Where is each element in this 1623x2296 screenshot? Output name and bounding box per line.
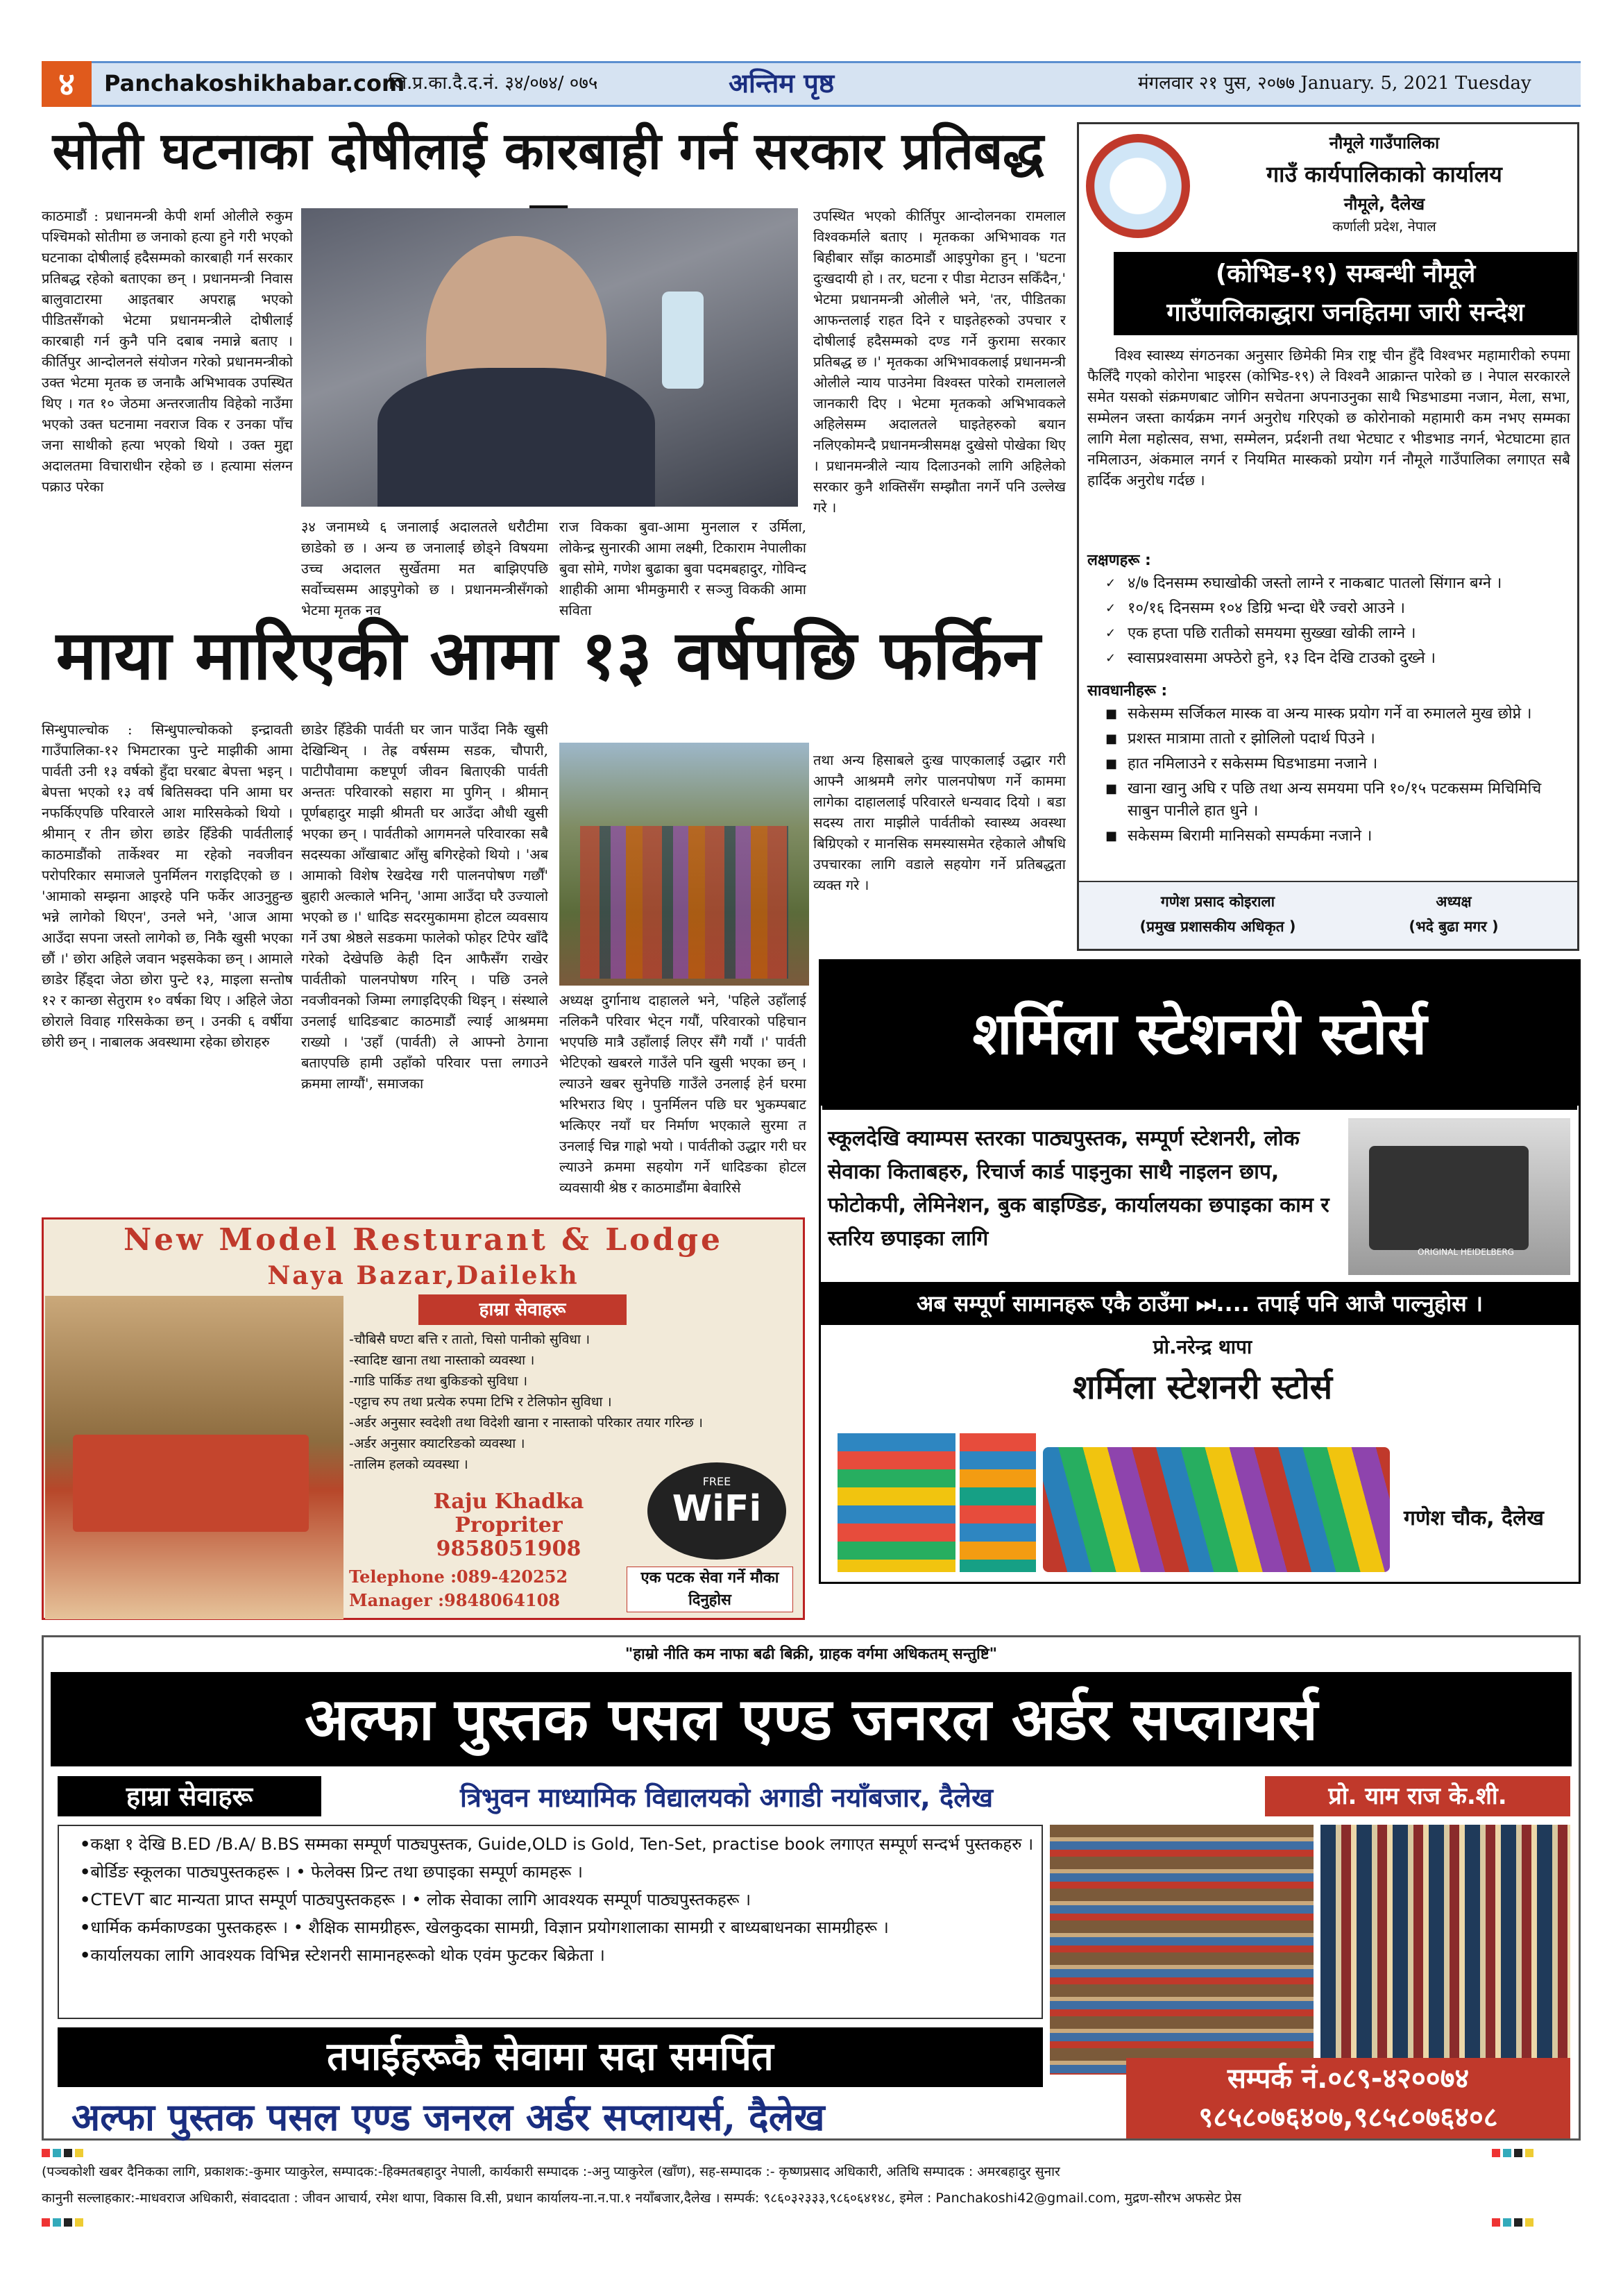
color-registration-marks — [1492, 2149, 1575, 2157]
precaution-item: ■ सकेसम्म सर्जिकल मास्क वा अन्य मास्क प्रयोग गर्ने वा रुमालले मुख छोप्ने । — [1128, 703, 1572, 725]
restaurant-service-item: -तालिम हलको व्यवस्था । — [349, 1457, 468, 1472]
restaurant-telephone: Telephone :089-420252 — [349, 1567, 568, 1587]
article1-col4: उपस्थित भएको कीर्तिपुर आन्दोलनका रामलाल विश्वकर्माले बताए । मृतकका अभिभावक गत बिहीबार साँझ काठमाडौं आइपुगेका हुन् । 'घटना दुःखदायी हो । तर, घटना र पीडा मेटाउन सकिँदैन,' भेटमा प्रधानमन्त्री ओलीले भने, 'तर, पीडितका आफन्तलाई राहत दिने र घाइतेहरुको उपचार र दोषीलाई हदैसम्मको दण्ड गर्ने कुरामा सरकार प्रतिबद्ध छ ।' मृतकका अभिभावकलाई प्रधानमन्त्री ओलीले न्याय पाउनेमा विश्वस्त पारेको रामलालले जानकारी दिए । भेटमा मृतकको अभिभावकले अहिलेसम्म अदालतले घाइतेहरुको बयान नलिएकोमन्दै प्रधानमन्त्रीसमक्ष दुखेसो पोखेका थिए । प्रधानमन्त्रीले न्याय दिलाउनको लागि अहिलेको सरकार कुनै शक्तिसँग सम्झौता नगर्ने पनि उल्लेख गरे । — [813, 208, 1066, 516]
printing-press-icon — [1369, 1146, 1529, 1250]
printer-label: ORIGINAL HEIDELBERG — [1418, 1247, 1514, 1257]
restaurant-contacts — [349, 1565, 568, 1612]
stationery-ad — [819, 959, 1581, 1584]
stationery-proprietor: प्रो.नरेन्द्र थापा — [1153, 1335, 1252, 1358]
divider — [822, 1106, 1577, 1110]
notice-org: नौमूले गाउँपालिका — [1329, 133, 1440, 153]
symptom-item: ✓ एक हप्ता पछि रातीको समयमा सुख्खा खोकी लाग्ने । — [1128, 623, 1572, 645]
stationery-title2: शर्मिला स्टेशनरी स्टोर्स — [1072, 1368, 1333, 1407]
stationery-slogan: अब सम्पूर्ण सामानहरू एकै ठाउँमा ⏭.... तपाई पनि आजै पाल्नुहोस । — [821, 1282, 1579, 1325]
section-title: अन्तिम पृष्ठ — [729, 68, 835, 99]
alpha-ad — [42, 1635, 1581, 2141]
alpha-title: अल्फा पुस्तक पसल एण्ड जनरल अर्डर सप्लायर्स — [51, 1672, 1572, 1766]
precautions-title: सावधानीहरू : — [1087, 682, 1168, 700]
symptom-item: ✓ ४/७ दिनसम्म रुघाखोकी जस्तो लाग्ने र नाकबाट पातलो सिंगान बग्ने । — [1128, 573, 1572, 595]
notice-office: गाउँ कार्यपालिकाको कार्यालय — [1266, 161, 1502, 187]
stationery-address: गणेश चौक, दैलेख — [1404, 1506, 1544, 1530]
site-name[interactable]: Panchakoshikhabar.com — [104, 70, 405, 96]
municipality-emblem-icon — [1086, 134, 1190, 238]
book-stack-icon — [960, 1433, 1036, 1572]
alpha-services-label: हाम्रा सेवाहरू — [58, 1776, 321, 1816]
family-group — [580, 826, 788, 979]
issue-date: मंगलवार २१ पुस, २०७७ January. 5, 2021 Tuesday — [1138, 73, 1531, 94]
article2-photo — [559, 743, 809, 986]
notice-signatures — [1079, 881, 1577, 949]
precaution-item: ■ हात नमिलाउने र सकेसम्म घिडभाडमा नजाने । — [1128, 753, 1572, 775]
alpha-service-item: • बोर्डिङ स्कूलका पाठ्यपुस्तकहरू । • फेलेक्स प्रिन्ट तथा छपाइका सम्पूर्ण कामहरू । — [80, 1858, 1042, 1886]
alpha-contact-box — [1126, 2058, 1570, 2138]
restaurant-service-item: -गाडि पार्किङ तथा बुकिङको सुविधा । — [349, 1374, 528, 1389]
article2-col1: सिन्धुपाल्चोक : सिन्धुपाल्चोकको इन्द्रावती गाउँपालिका-१२ भिमटारका पुन्टे माझीकी आमा पार्वती उनी १३ वर्षको हुँदा घरबाट बेपत्ता भइन् । बेपत्ता भएको १३ वर्ष बितिसक्दा पनि आमा घर नफर्किएपछि परिवारले आश मारिसकेको थियो । श्रीमान् र तीन छोरा छाडेर हिँडेकी पार्वतीलाई काठमाडौंको तार्केश्वर मा रहेको नवजीवन परोपरिकार समाजले पुनर्मिलन गराइदिएको छ । 'आमाको सम्झना आइरहे पनि फर्केर आउनुहुन्छ भन्ने लागेको थिएन', उनले भने, 'आज आमा आउँदा सपना जस्तो लागेको छ, निकै खुसी भएका छौं ।' छोरा अहिले जवान भइसकेका छन् । आमाले छाडेर हिँड्दा जेठा छोरा पुन्टे १३, माइला सन्तोष १२ र कान्छा सेतुराम १० वर्षका थिए । अहिले जेठा छोराले विवाह गरिसकेका छन् । उनकी ६ वर्षीया छोरी छन् । नाबालक अवस्थामा रहेका छोराहरु — [42, 721, 293, 1050]
covid-notice — [1077, 122, 1579, 951]
restaurant-location: Naya Bazar,Dailekh — [267, 1261, 579, 1290]
article2-col4: तथा अन्य हिसाबले दुःख पाएकालाई उद्धार गरी आफ्नै आश्रममै लगेर पालनपोषण गर्ने काममा लागेका दाहाललाई परिवारले धन्यवाद दियो । बडा सदस्य तारा माझीले पार्वतीको स्वास्थ्य अवस्था बिग्रिएको र मानसिक समस्यासमेत रहेकाले औषधि उपचारका लागि वडाले सहयोग गर्ने प्रतिबद्धता व्यक्त गरे । — [813, 752, 1066, 893]
color-registration-marks — [1492, 2218, 1575, 2227]
restaurant-cta: एक पटक सेवा गर्ने मौका दिनुहोस — [627, 1567, 793, 1612]
notice-address: नौमूले, दैलेख — [1343, 194, 1425, 214]
restaurant-service-item: -स्वादिष्ट खाना तथा नास्ताको व्यवस्था । — [349, 1353, 535, 1368]
signatory1-name: गणेश प्रसाद कोइराला — [1160, 893, 1275, 910]
precaution-item: ■ सकेसम्म बिरामी मानिसको सम्पर्कमा नजाने । — [1128, 825, 1572, 847]
precaution-item: ■ प्रशस्त मात्रामा तातो र झोलिलो पदार्थ पिउने । — [1128, 728, 1572, 750]
book-stack-icon — [838, 1433, 955, 1572]
person-body — [377, 368, 655, 507]
books-icon — [1043, 1447, 1390, 1572]
color-registration-marks — [42, 2149, 125, 2157]
restaurant-service-item: -अर्डर अनुसार क्याटरिङको व्यवस्था । — [349, 1436, 525, 1451]
article2-headline[interactable]: माया मारिएकी आमा १३ वर्षपछि फर्किन — [56, 616, 1041, 695]
notice-intro: विश्व स्वास्थ्य संगठनका अनुसार छिमेकी मित्र राष्ट्र चीन हुँदै विश्वभर महामारीको रुपमा फैलिँदै गएको कोरोना भाइरस (कोभिड-१९) ले विश्वनै आक्रान्त पारेको छ । नेपाल सरकारले समेत यसको संक्रमणबाट जोगिन सचेतना अपनाउनुका साथै भिडभाडमा नजान, मेला, सभा, सम्मेलन जस्ता कार्यक्रम नगर्न अनुरोध गरिएको छ कोरोनाको महामारी कम नभए सम्मका लागि मेला महोत्सव, सभा, सम्मेलन, प्रर्दशनी तथा भेटघाट र भीडभाड नगर्न, भेटघाटमा हात नमिलाउन, अंकमाल नगर्न र नियमित मास्कको प्रयोग गर्न नौमूले गाउँपालिका लगाएत सबै हार्दिक अनुरोध गर्दछ । — [1087, 347, 1570, 489]
alpha-tagline: तपाईहरूकै सेवामा सदा समर्पित — [58, 2027, 1043, 2087]
notice-title-line1: (कोभिड-१९) सम्बन्धी नौमूले — [1215, 260, 1476, 288]
notice-province: कर्णाली प्रदेश, नेपाल — [1332, 218, 1436, 235]
alpha-services-list — [59, 1830, 1042, 1969]
alpha-proprietor: प्रो. याम राज के.शी. — [1265, 1776, 1570, 1816]
alpha-service-item: • धार्मिक कर्मकाण्डका पुस्तकहरू । • शैक्षिक सामग्रीहरू, खेलकुदका सामग्री, विज्ञान प्रयोगशालाका सामग्री र बाध्यबाधनका सामग्रीहरू । — [80, 1914, 1042, 1941]
stationery-desc: स्कूलदेखि क्याम्पस स्तरका पाठ्यपुस्तक, सम्पूर्ण स्टेशनरी, लोक सेवाका किताबहरु, रिचार्ज कार्ड पाइनुका साथै नाइलन छाप, फोटोकपी, लेमिनेशन, बुक बाइण्डिङ, कार्यालयका छपाइका काम र स्तरिय छपाइका लागि — [828, 1126, 1329, 1251]
precautions-list — [1100, 703, 1572, 850]
alpha-footer-title: अल्फा पुस्तक पसल एण्ड जनरल अर्डर सप्लायर्स, दैलेख — [71, 2095, 825, 2139]
article1-col1: काठमाडौं : प्रधानमन्त्री केपी शर्मा ओलीले रुकुम पश्चिमको सोतीमा छ जनाको हत्या हुने गरी भएको घटनाका दोषीलाई हदैसम्मको कारबाही गर्न सरकार प्रतिबद्ध रहेको बताएका छन् । प्रधानमन्त्री निवास बालुवाटारमा आइतबार अपराह्न भएको पीडितसँगको भेटमा प्रधानमन्त्रीले दोषीलाई कारबाही गर्न कुनै पनि दबाब नमान्ने बताए । कीर्तिपुर आन्दोलनले संयोजन गरेको प्रधानमन्त्रीको उक्त भेटमा मृतक छ जनाकै अभिभावक उपस्थित थिए । गत १० जेठमा अन्तरजातीय विहेको नाउँमा भएको उक्त घटनामा नवराज विक र उनका पाँच जना साथीको हत्या भएको थियो । उक्त मुद्दा अदालतमा विचाराधीन रहेको छ । हत्यामा संलग्न पक्राउ परेका — [42, 208, 293, 495]
restaurant-services — [349, 1329, 793, 1475]
restaurant-services-title: हाम्रा सेवाहरू — [418, 1294, 627, 1325]
sanitizer-bottle — [662, 292, 704, 389]
bookshop-photo — [1320, 1825, 1570, 2075]
bed-icon — [73, 1435, 309, 1532]
article1-photo — [301, 208, 798, 507]
alpha-service-item: • कार्यालयका लागि आवश्यक विभिन्न स्टेशनरी सामानहरूको थोक एवंम फुटकर बिक्रेता । — [80, 1941, 1042, 1969]
restaurant-service-item: -अर्डर अनुसार स्वदेशी तथा विदेशी खाना र नास्ताको परिकार तयार गरिन्छ । — [349, 1415, 704, 1430]
article2-col2: छाडेर हिँडेकी पार्वती घर जान पाउँदा निकै खुसी देखिन्थिन् । तेह्र वर्षसम्म सडक, चौपारी, पाटीपौवामा कष्टपूर्ण जीवन बिताएकी पार्वती अन्ततः परिवारको सहारा मा पुगिन् । श्रीमान् पूर्णबहादुर माझी श्रीमती घर आउँदा औधी खुसी भएका छन् । पार्वतीको आगमनले परिवारका सबै सदस्यका आँखाबाट आँसु बगिरहेको थियो । 'अब आमाको विशेष रेखदेख गरी पालनपोषण गर्छौं' बुहारी अल्काले भनिन्, 'आमा आउँदा घरै उज्यालो भएको छ ।' धादिङ सदरमुकाममा होटल व्यवसाय गर्ने उषा श्रेष्ठले सडकमा फालेको फोहर टिपेर खाँदै गरेको देखेपछि केही दिन आफैसँग राखेर पार्वतीको पालनपोषण गरिन् । पछि उनले नवजीवनको जिम्मा लगाइदिएकी थिइन् । संस्थाले उनलाई धादिङबाट काठमाडौं ल्याई आश्रममा राख्यो । 'उहाँ (पार्वती) ले आफ्नो ठेगाना बताएपछि हामी उहाँको परिवार पत्ता लगाउने क्रममा लाग्यौं', समाजका — [301, 721, 548, 1092]
article1-headline[interactable]: सोती घटनाका दोषीलाई कारबाही गर्न सरकार प्रतिबद्ध — [52, 121, 1044, 181]
alpha-service-item: • CTEVT बाट मान्यता प्राप्त सम्पूर्ण पाठ्यपुस्तकहरू । • लोक सेवाका लागि आवश्यक सम्पूर्ण पाठ्यपुस्तकहरू । — [80, 1886, 1042, 1914]
signatory2-name: (भदे बुढा मगर ) — [1409, 918, 1499, 935]
page-number: ४ — [42, 61, 92, 107]
notice-title-line2: गाउँपालिकाद्धारा जनहितमा जारी सन्देश — [1166, 298, 1524, 327]
stationery-title: शर्मिला स्टेशनरी स्टोर्स — [821, 961, 1579, 1106]
article1-col2: ३४ जनामध्ये ६ जनालाई अदालतले धरौटीमा छाडेको छ । अन्य छ जनालाई छोड्ने विषयमा उच्च अदालत सुर्खेतमा मत बाझिएपछि सर्वोच्चसम्म आइपुगेको छ । प्रधानमन्त्रीसँगको भेटमा मृतक नव — [301, 518, 548, 618]
owner-name: Raju Khadka — [433, 1489, 584, 1514]
footer-credits-line2: कानुनी सल्लाहकार:-माधवराज अधिकारी, संवाददाता : जीवन आचार्य, रमेश थापा, विकास वि.सी, प्रधान कार्यालय-ना.न.पा.१ नयाँबजार,दैलेख । सम्पर्क: ९८६०३२३३३,९८६०६४१४८, इमेल : Panchakoshi42@gmail.com, मुद्रण-सौरभ अफसेट प्रेस — [42, 2191, 1241, 2206]
bookshop-photo — [1050, 1825, 1314, 2075]
wifi-label: WiFi — [672, 1488, 762, 1530]
article2-col3: अध्यक्ष दुर्गानाथ दाहालले भने, 'पहिले उहाँलाई नलिकनै परिवार भेट्न गयौं, परिवारको पहिचान भएपछि मात्रै उहाँलाई लिएर सँगै गयौं ।' पार्वती भेटिएको खबरले गाउँले पनि खुसी भएका छन् । ल्याउने खबर सुनेपछि गाउँले उनलाई हेर्न घरमा भरिभराउ थिए । पुनर्मिलन पछि घर भुकम्पबाट भत्किएर नयाँ घर निर्माण भएकाले सुरमा त उनलाई चिन्न गाह्रो भयो । पार्वतीको उद्धार गरी घर ल्याउने क्रममा सहयोग गर्ने धादिङका होटल व्यवसायी श्रेष्ठ र काठमाडौंमा बेवारिसे — [559, 992, 806, 1196]
footer-credits-line1: (पञ्चकोशी खबर दैनिकका लागि, प्रकाशक:-कुमार प्याकुरेल, सम्पादक:-हिक्मतबहादुर नेपाली, कार्यकारी सम्पादक :-अनु प्याकुरेल (खाँण), सह-सम्पादक :- कृष्णप्रसाद अधिकारी, अतिथि सम्पादक : अमरबहादुर सुनार — [42, 2164, 1060, 2179]
bedroom-photo — [45, 1296, 343, 1619]
article1-col3: राज विकका बुवा-आमा मुनलाल र उर्मिला, लोकेन्द्र सुनारकी आमा लक्ष्मी, टिकाराम नेपालीका बुवा सोमे, गणेश बुढाका बुवा पदमबहादुर, गोविन्द शाहीकी आमा भीमकुमारी र सञ्जु विककी आमा सविता — [559, 518, 806, 618]
precaution-item: ■ खाना खानु अघि र पछि तथा अन्य समयमा पनि १०/१५ पटकसम्म मिचिमिचि साबुन पानीले हात धुने । — [1128, 778, 1572, 822]
restaurant-owner — [405, 1490, 613, 1561]
owner-title: Propriter — [454, 1513, 563, 1537]
alpha-phones: ९८५८०७६४०७,९८५८०७६४०८ — [1198, 2102, 1498, 2134]
symptom-item: ✓ स्वासप्रश्वासमा अफ्ठेरो हुने, १३ दिन देखि टाउको दुख्ने । — [1128, 648, 1572, 670]
alpha-services-box — [58, 1825, 1043, 2019]
alpha-quote: "हाम्रो नीति कम नाफा बढी बिक्री, ग्राहक वर्गमा अधिकतम् सन्तुष्टि" — [624, 1646, 998, 1663]
alpha-service-item: • कक्षा १ देखि B.ED /B.A/ B.BS सम्मका सम्पूर्ण पाठ्यपुस्तक, Guide,OLD is Gold, Ten-Set, practise book लगाएत सम्पूर्ण सन्दर्भ पुस्तकहरु । — [80, 1830, 1042, 1858]
wifi-free: FREE — [702, 1475, 731, 1488]
registration-number: जि.प्र.का.दै.द.नं. ३४/०७४/ ०७५ — [389, 73, 598, 94]
restaurant-name: New Model Resturant & Lodge — [123, 1222, 724, 1258]
alpha-address: त्रिभुवन माध्यामिक विद्यालयको अगाडी नयाँबजार, दैलेख — [460, 1782, 994, 1813]
restaurant-service-item: -चौबिसै घण्टा बत्ति र तातो, चिसो पानीको सुविधा । — [349, 1332, 590, 1347]
symptom-item: ✓ १०/१६ दिनसम्म १०४ डिग्रि भन्दा धेरै ज्वरो आउने । — [1128, 598, 1572, 620]
signatory2-title: अध्यक्ष — [1436, 893, 1472, 910]
restaurant-ad — [42, 1217, 805, 1620]
restaurant-manager: Manager :9848064108 — [349, 1590, 561, 1610]
symptoms-list — [1100, 573, 1572, 673]
alpha-contact: सम्पर्क नं.०८९-४२००७४ — [1227, 2063, 1470, 2095]
printing-press-photo — [1348, 1118, 1570, 1275]
wifi-icon — [647, 1462, 786, 1560]
color-registration-marks — [42, 2218, 125, 2227]
owner-phone: 9858051908 — [436, 1537, 581, 1561]
symptoms-title: लक्षणहरू : — [1087, 552, 1151, 569]
signatory1-title: (प्रमुख प्रशासकीय अधिकृत ) — [1139, 918, 1296, 935]
restaurant-service-item: -एट्टाच रुप तथा प्रत्येक रुपमा टिभि र टेलिफोन सुविधा । — [349, 1394, 612, 1410]
notice-title — [1114, 252, 1577, 335]
